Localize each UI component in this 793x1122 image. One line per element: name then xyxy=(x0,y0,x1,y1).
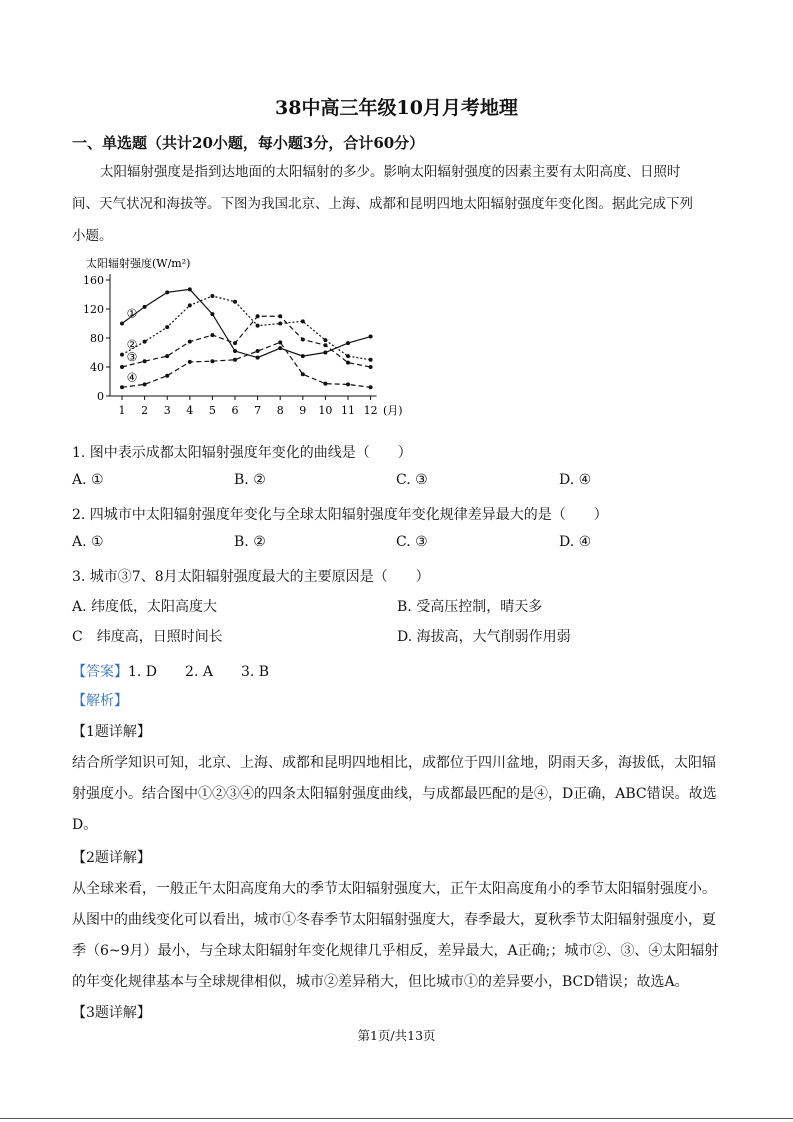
series-2-point xyxy=(233,300,237,304)
x-tick-label: 10 xyxy=(318,404,333,417)
intro-line-3: 小题。 xyxy=(72,228,113,244)
series-4-point xyxy=(120,385,124,389)
x-tick-label: 7 xyxy=(254,404,262,417)
answer-item-1: 1. D xyxy=(128,664,158,680)
answer-row xyxy=(72,661,269,681)
series-1-point xyxy=(188,287,192,291)
series-label-2: ② xyxy=(126,337,138,352)
series-4-point xyxy=(143,382,147,386)
x-tick-label: 11 xyxy=(341,404,355,417)
series-1-point xyxy=(233,349,237,353)
series-1-point xyxy=(165,290,169,294)
series-line-2 xyxy=(122,296,371,360)
series-label-4: ④ xyxy=(126,370,138,385)
series-4-point xyxy=(188,360,192,364)
x-tick-label: 9 xyxy=(299,404,307,417)
series-2-point xyxy=(256,324,260,328)
question-3-option-d[interactable]: D. 海拔高，大气削弱作用弱 xyxy=(397,629,571,645)
y-tick-label: 120 xyxy=(83,303,104,316)
series-4-point xyxy=(346,382,350,386)
series-3-point xyxy=(301,337,305,341)
question-2-option-c[interactable]: C. ③ xyxy=(396,534,428,550)
series-2-point xyxy=(188,303,192,307)
detail-1-line-2: 射强度小。结合图中①②③④的四条太阳辐射强度曲线，与成都最匹配的是④，D正确，ABC错误。故选 xyxy=(72,786,717,802)
question-1-option-c[interactable]: C. ③ xyxy=(396,472,428,488)
series-label-3: ③ xyxy=(126,350,138,364)
x-tick-label: 3 xyxy=(163,404,171,417)
detail-2-line-2: 从图中的曲线变化可以看出，城市①冬春季节太阳辐射强度大，春季最大，夏秋季节太阳辐射强度小，夏 xyxy=(72,912,716,928)
x-tick-label: 4 xyxy=(186,404,194,417)
series-1-point xyxy=(323,351,327,355)
series-3-point xyxy=(188,340,192,344)
series-2-point xyxy=(120,353,124,357)
intro-line-2: 间、天气状况和海拔等。下图为我国北京、上海、成都和昆明四地太阳辐射强度年变化图。据此完成下列 xyxy=(72,196,693,212)
series-1-point xyxy=(210,312,214,316)
series-4-point xyxy=(165,374,169,378)
question-3-option-c[interactable]: C 纬度高，日照时间长 xyxy=(72,629,223,645)
series-3-point xyxy=(233,341,237,345)
series-3-point xyxy=(165,354,169,358)
y-tick-label: 160 xyxy=(83,274,104,287)
series-1-point xyxy=(301,354,305,358)
solar-radiation-chart xyxy=(70,252,420,422)
series-3-point xyxy=(143,359,147,363)
question-3-stem: 3. 城市③7、8月太阳辐射强度最大的主要原因是（ ） xyxy=(72,569,430,585)
intro-line-1: 太阳辐射强度是指到达地面的太阳辐射的多少。影响太阳辐射强度的因素主要有太阳高度、日照时 xyxy=(100,164,681,180)
chart-xlabel: (月) xyxy=(383,404,403,417)
question-2-option-b[interactable]: B. ② xyxy=(234,534,266,550)
series-4-point xyxy=(323,382,327,386)
detail-2-line-4: 的年变化规律基本与全球规律相似，城市②差异稍大，但比城市①的差异要小，BCD错误；故选A。 xyxy=(72,974,689,990)
question-3-option-b[interactable]: B. 受高压控制，晴天多 xyxy=(397,599,543,615)
series-2-point xyxy=(278,322,282,326)
answer-item-3: 3. B xyxy=(240,664,270,680)
y-tick-label: 40 xyxy=(90,361,104,374)
answer-item-2: 2. A xyxy=(185,664,213,680)
series-4-point xyxy=(233,358,237,362)
series-4-point xyxy=(256,349,260,353)
question-2-option-d[interactable]: D. ④ xyxy=(559,534,592,550)
x-tick-label: 8 xyxy=(276,404,284,417)
chart-ylabel: 太阳辐射强度(W/m²) xyxy=(86,257,191,270)
series-3-point xyxy=(346,361,350,365)
question-1-option-d[interactable]: D. ④ xyxy=(559,472,592,488)
series-3-point xyxy=(278,314,282,318)
series-1-point xyxy=(369,335,373,339)
x-tick-label: 6 xyxy=(231,404,239,417)
x-tick-label: 2 xyxy=(141,404,149,417)
series-1-point xyxy=(120,322,124,326)
analysis-label: 【解析】 xyxy=(72,693,128,709)
x-tick-label: 12 xyxy=(363,404,378,417)
x-tick-label: 1 xyxy=(118,404,126,417)
series-1-point xyxy=(256,356,260,360)
series-2-point xyxy=(301,319,305,323)
detail-1-heading: 【1题详解】 xyxy=(72,724,151,740)
series-2-point xyxy=(165,325,169,329)
question-3-option-a[interactable]: A. 纬度低，太阳高度大 xyxy=(72,599,218,615)
series-4-point xyxy=(278,340,282,344)
series-1-point xyxy=(278,346,282,350)
question-1-option-a[interactable]: A. ① xyxy=(72,472,104,488)
answer-label: 【答案】 xyxy=(72,664,128,680)
series-1-point xyxy=(143,305,147,309)
series-2-point xyxy=(323,338,327,342)
detail-2-line-1: 从全球来看，一般正午太阳高度角大的季节太阳辐射强度大，正午太阳高度角小的季节太阳辐射强度小。 xyxy=(72,881,716,897)
series-2-point xyxy=(346,354,350,358)
series-line-1 xyxy=(122,289,371,357)
series-3-point xyxy=(120,365,124,369)
series-label-1: ① xyxy=(126,306,138,321)
page-number: 第1页/共13页 xyxy=(357,1028,436,1043)
y-tick-label: 80 xyxy=(90,332,104,345)
series-3-point xyxy=(210,333,214,337)
series-4-point xyxy=(210,359,214,363)
x-tick-label: 5 xyxy=(208,404,216,417)
question-2-option-a[interactable]: A. ① xyxy=(72,534,104,550)
bottom-divider xyxy=(0,1118,793,1119)
series-4-point xyxy=(369,385,373,389)
question-1-stem: 1. 图中表示成都太阳辐射强度年变化的曲线是（ ） xyxy=(72,445,412,461)
series-1-point xyxy=(346,341,350,345)
detail-3-heading: 【3题详解】 xyxy=(72,1005,151,1021)
series-3-point xyxy=(256,314,260,318)
series-4-point xyxy=(301,372,305,376)
question-1-option-b[interactable]: B. ② xyxy=(234,472,266,488)
series-3-point xyxy=(369,365,373,369)
series-2-point xyxy=(369,358,373,362)
detail-2-heading: 【2题详解】 xyxy=(72,850,151,866)
detail-1-line-1: 结合所学知识可知，北京、上海、成都和昆明四地相比，成都位于四川盆地，阴雨天多，海拔低，太阳辐 xyxy=(72,755,716,771)
y-tick-label: 0 xyxy=(97,390,104,403)
series-2-point xyxy=(143,340,147,344)
series-2-point xyxy=(210,294,214,298)
page-title: 38中高三年级10月月考地理 xyxy=(275,97,518,119)
detail-2-line-3: 季（6~9月）最小，与全球太阳辐射年变化规律几乎相反，差异最大，A正确;；城市②、③、④太阳辐射 xyxy=(72,943,719,959)
question-2-stem: 2. 四城市中太阳辐射强度年变化与全球太阳辐射强度年变化规律差异最大的是（ ） xyxy=(72,507,608,523)
section-heading: 一、单选题（共计20小题，每小题3分，合计60分） xyxy=(72,134,425,152)
series-line-3 xyxy=(122,316,371,367)
detail-1-line-3: D。 xyxy=(72,817,98,833)
series-3-point xyxy=(323,343,327,347)
